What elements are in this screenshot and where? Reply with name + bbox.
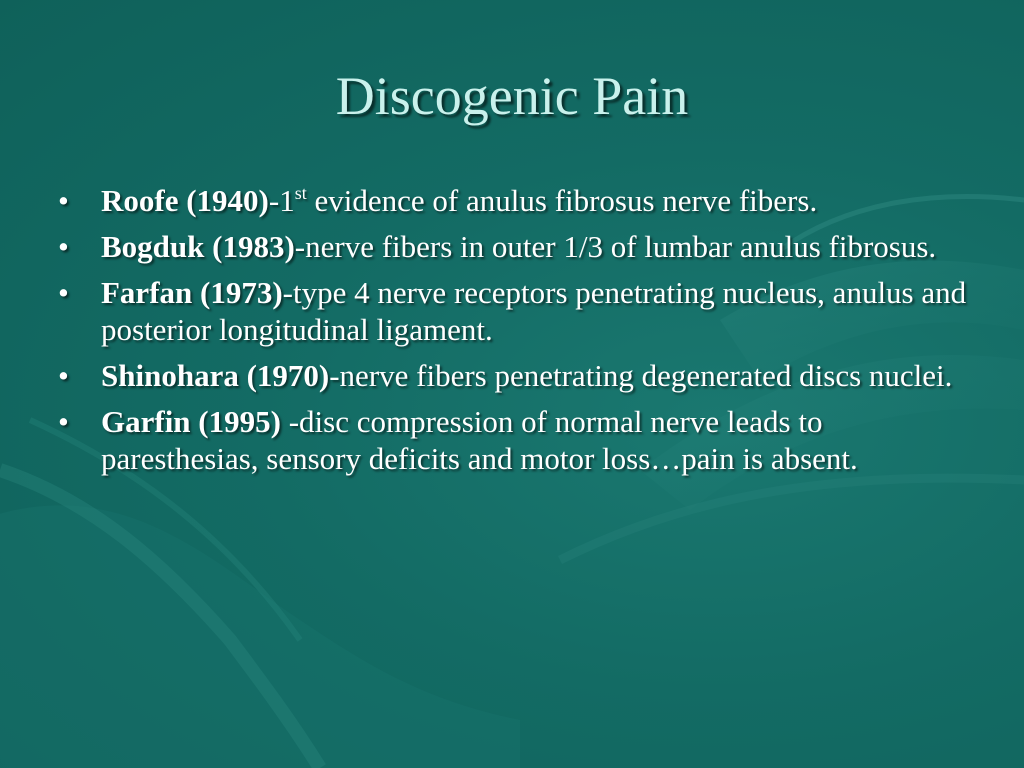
bullet-item-farfan [58,274,978,348]
bullet-lead: Garfin (1995) [101,404,281,439]
bullet-lead: Roofe (1940) [101,183,269,218]
bullet-item-roofe [58,182,978,219]
slide-title: Discogenic Pain [335,66,689,126]
bullet-dot: • [58,404,69,439]
bullet-text-prefix: -1 [268,183,295,218]
bullet-item-bogduk [58,228,978,265]
bullet-lead: Farfan (1973) [101,275,283,310]
bullet-item-shinohara [58,357,978,394]
bullet-dot: • [58,229,69,264]
bullet-text: -nerve fibers in outer 1/3 of lumbar anulus fibrosus. [294,229,937,264]
bullet-lead: Shinohara (1970) [101,358,330,393]
bullet-lead: Bogduk (1983) [101,229,295,264]
bullet-text: evidence of anulus fibrosus nerve fibers. [306,183,818,218]
bullet-text: -type 4 nerve receptors penetrating nucleus, anulus and posterior longitudinal ligament. [101,275,967,347]
bullet-dot: • [58,358,69,393]
bullet-text: -disc compression of normal nerve leads to paresthesias, sensory deficits and motor loss…pain is absent. [101,404,858,476]
bullet-dot: • [58,275,69,310]
bullet-dot: • [58,183,69,218]
bullet-item-garfin [58,403,978,477]
bullet-text: -nerve fibers penetrating degenerated discs nuclei. [329,358,953,393]
ordinal-superscript: st [294,183,307,203]
bullet-list [58,182,978,486]
